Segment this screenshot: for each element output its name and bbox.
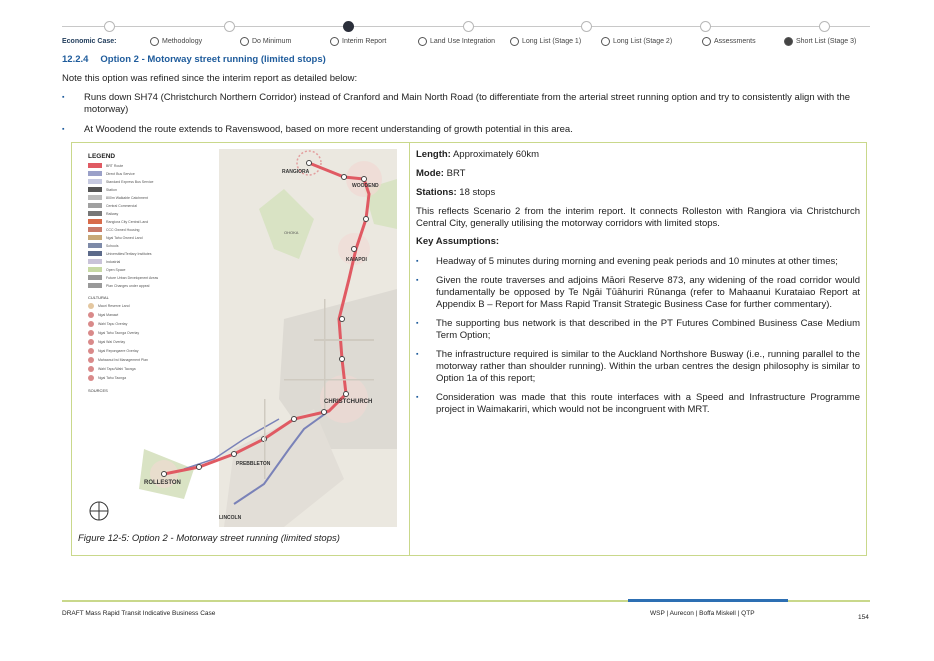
step-label: Land Use Integration — [430, 38, 495, 45]
step-interim-report — [330, 37, 386, 46]
legend-title: LEGEND — [88, 153, 116, 160]
step-long-list-stage-1 — [510, 37, 581, 46]
map-canvas — [84, 149, 397, 527]
step-circle-icon — [240, 37, 249, 46]
section-heading — [62, 54, 326, 65]
step-label: Assessments — [714, 38, 756, 45]
legend-label: Maori Reserve Land — [98, 304, 130, 308]
legend-label: Ngai Tahu Owned Land — [106, 235, 143, 240]
box-divider — [409, 143, 410, 555]
mode-label: Mode: — [416, 168, 444, 179]
list-item: ▪ At Woodend the route extends to Ravenswood, based on more recent understanding of growth potential in this area. — [62, 124, 874, 136]
legend-label: CCC Owned Housing — [106, 227, 140, 232]
figure-caption: Figure 12-5: Option 2 - Motorway street running (limited stops) — [78, 533, 340, 544]
legend-label: Mahaanui Iwi Management Plan — [98, 358, 149, 362]
mode-row — [416, 168, 860, 180]
step-long-list-stage-2 — [601, 37, 672, 46]
legend-label: Station — [106, 187, 117, 192]
place-lincoln: LINCOLN — [219, 515, 242, 521]
length-value: Approximately 60km — [452, 149, 540, 160]
step-label: Long List (Stage 1) — [522, 38, 582, 45]
legend-label: Ngai Tahu Taonga Overlay — [98, 331, 140, 335]
step-circle-icon — [418, 37, 427, 46]
place-rangiora: RANGIORA — [282, 169, 310, 175]
progress-dot — [104, 21, 115, 32]
step-circle-icon — [784, 37, 793, 46]
footer-accent — [628, 599, 788, 602]
step-methodology — [150, 37, 202, 46]
option-description: This reflects Scenario 2 from the interim report. It connects Rolleston with Rangiora via Christchurch Central City, generally utilising the motorway corridors with limited stops. — [416, 206, 860, 229]
place-rolleston: ROLLESTON — [144, 480, 181, 486]
legend-label: Plan Changes under appeal — [106, 283, 150, 288]
step-do-minimum — [240, 37, 291, 46]
step-label: Do Minimum — [252, 38, 292, 45]
step-short-list-stage-3 — [784, 37, 856, 46]
progress-dot — [819, 21, 830, 32]
legend-label: Industrial — [106, 259, 121, 264]
place-ohoka: OHOKA — [284, 230, 299, 235]
place-christchurch: CHRISTCHURCH — [324, 399, 373, 405]
section-number: 12.2.4 — [62, 54, 89, 65]
step-circle-icon — [510, 37, 519, 46]
place-woodend: WOODEND — [352, 183, 379, 189]
progress-dot — [581, 21, 592, 32]
list-item: ▪ Runs down SH74 (Christchurch Northern Corridor) instead of Cranford and Main North Road (to differentiate from the arterial street running option and try to consistently align with the motorway) — [62, 92, 874, 116]
assumption-item: ▪ Given the route traverses and adjoins Māori Reserve 873, any widening of the road corridor would fundamentally be opposed by Te Ngāi Tūāhuriri Rūnanga (refer to Mahaanui Kurataiao Report at Appendix B – Report for Mass Rapid Transit Strategic Business Case for further commentary). — [416, 275, 860, 311]
legend-label: 800m Walkable Catchment — [106, 195, 148, 200]
legend-sources-heading: SOURCES — [88, 388, 108, 393]
economic-case-label: Economic Case: — [62, 38, 117, 45]
option-box — [71, 142, 867, 556]
legend-label: BRT Route — [106, 163, 124, 168]
legend-label: Ngai Repongaere Overlay — [98, 349, 139, 353]
length-label: Length: — [416, 149, 451, 160]
progress-dot — [224, 21, 235, 32]
progress-dot — [343, 21, 354, 32]
legend-label: Railway — [106, 211, 119, 216]
legend-label: Ngai Manawi — [98, 313, 119, 317]
legend-label: Future Urban Development Areas — [106, 275, 159, 280]
place-prebbleton: PREBBLETON — [236, 461, 271, 467]
legend-label: Universities/Tertiary Institutes — [106, 251, 152, 256]
legend-cultural-heading: CULTURAL — [88, 295, 109, 300]
legend-label: Open Space — [106, 267, 126, 272]
section-bullets — [62, 92, 874, 144]
legend-label: Central Commercial — [106, 203, 137, 208]
assumption-item: ▪ Consideration was made that this route interfaces with a Speed and Infrastructure Programme project in Waimakariri, which would not be incongruent with MRT. — [416, 392, 860, 416]
progress-dot — [700, 21, 711, 32]
step-land-use-integration — [418, 37, 495, 46]
step-circle-icon — [601, 37, 610, 46]
step-label: Interim Report — [342, 38, 387, 45]
step-assessments — [702, 37, 756, 46]
assumption-item: ▪ The infrastructure required is similar to the Auckland Northshore Busway (i.e., running parallel to the motorway rather than shoulder running). Within the urban centres the design philosophy is similar to Option 1a of this report; — [416, 349, 860, 385]
legend-label: Standard Express Bus Service — [106, 179, 154, 184]
legend-label: Wahi Tapu Overlay — [98, 322, 128, 326]
mode-value: BRT — [446, 168, 466, 179]
assumption-item: ▪ Headway of 5 minutes during morning and evening peak periods and 10 minutes at other times; — [416, 256, 860, 268]
economic-case-steps — [62, 37, 882, 51]
step-circle-icon — [702, 37, 711, 46]
intro-paragraph: Note this option was refined since the interim report as detailed below: — [62, 73, 358, 84]
step-circle-icon — [330, 37, 339, 46]
footer-rule — [62, 600, 870, 602]
step-label: Methodology — [162, 38, 203, 45]
legend-label: Direct Bus Service — [106, 171, 135, 176]
step-label: Long List (Stage 2) — [613, 38, 673, 45]
option-details — [416, 149, 860, 423]
stations-value: 18 stops — [459, 187, 496, 198]
legend-label: Ngai Wai Overlay — [98, 340, 126, 344]
route-map — [84, 149, 397, 527]
place-kaiapoi: KAIAPOI — [346, 257, 367, 263]
legend-label: Wahi Tapu/Wahi Taonga — [98, 367, 136, 371]
legend-label: Schools — [106, 243, 119, 248]
north-arrow-icon — [90, 502, 108, 520]
section-title: Option 2 - Motorway street running (limited stops) — [100, 54, 326, 65]
step-label: Short List (Stage 3) — [796, 38, 857, 45]
step-circle-icon — [150, 37, 159, 46]
progress-dot — [463, 21, 474, 32]
assumption-item: ▪ The supporting bus network is that described in the PT Futures Combined Business Case Medium Term Option; — [416, 318, 860, 342]
legend-label: Ngai Tahu Taonga — [98, 376, 127, 380]
stations-row — [416, 187, 860, 199]
length-row — [416, 149, 860, 161]
key-assumptions-heading: Key Assumptions: — [416, 236, 500, 247]
footer-authors: WSP | Aurecon | Boffa Miskell | QTP — [650, 610, 755, 617]
page-number: 154 — [858, 614, 869, 621]
stations-label: Stations: — [416, 187, 457, 198]
legend-label: Rangiora City Central Land — [106, 219, 149, 224]
footer-document-title: DRAFT Mass Rapid Transit Indicative Business Case — [62, 610, 216, 617]
